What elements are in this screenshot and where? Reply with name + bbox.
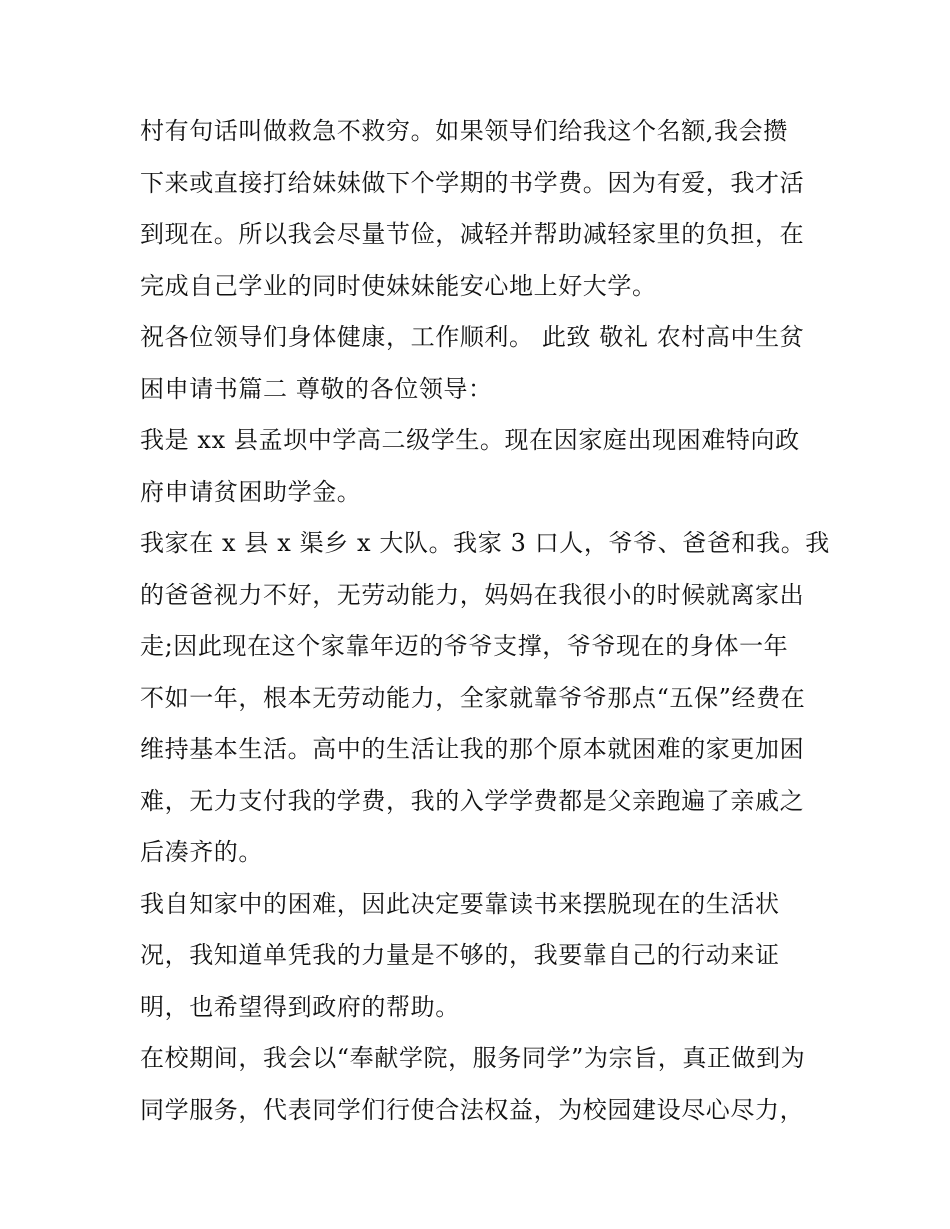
text-line: 困申请书篇二 尊敬的各位领导： (140, 374, 493, 403)
text-line: 下来或直接打给妹妹做下个学期的书学费。因为有爱，我才活 (140, 168, 805, 197)
text-line: 不如一年，根本无劳动能力，全家就靠爷爷那点“五保”经费在 (140, 683, 806, 712)
text-line: 走;因此现在这个家靠年迈的爷爷支撑，爷爷现在的身体一年 (140, 632, 789, 660)
body-text (140, 106, 830, 1136)
text-line: 府申请贫困助学金。 (140, 477, 362, 506)
text-line: 的爸爸视力不好，无劳动能力，妈妈在我很小的时候就离家出 (140, 580, 805, 609)
text-line: 我家在 x 县 x 渠乡 x 大队。我家 3 口人，爷爷、爸爸和我。我 (140, 529, 830, 557)
text-line: 祝各位领导们身体健康，工作顺利。 此致 敬礼 农村高中生贫 (140, 323, 805, 351)
text-line: 况，我知道单凭我的力量是不够的，我要靠自己的行动来证 (140, 941, 780, 969)
text-line: 在校期间，我会以“奉献学院，服务同学”为宗旨，真正做到为 (140, 1044, 806, 1072)
text-line: 村有句话叫做救急不救穷。如果领导们给我这个名额,我会攒 (140, 117, 788, 145)
text-line: 完成自己学业的同时使妹妹能安心地上好大学。 (140, 271, 657, 300)
text-line: 我自知家中的困难，因此决定要靠读书来摆脱现在的生活状 (140, 889, 780, 918)
text-line: 难，无力支付我的学费，我的入学学费都是父亲跑遍了亲戚之 (140, 786, 805, 815)
text-line: 维持基本生活。高中的生活让我的那个原本就困难的家更加困 (140, 735, 805, 763)
text-line: 明，也希望得到政府的帮助。 (140, 992, 460, 1021)
text-line: 我是 xx 县孟坝中学高二级学生。现在因家庭出现困难特向政 (140, 426, 800, 454)
text-line: 后凑齐的。 (140, 838, 263, 866)
text-line: 到现在。所以我会尽量节俭，减轻并帮助减轻家里的负担，在 (140, 220, 805, 248)
text-line: 同学服务，代表同学们行使合法权益，为校园建设尽心尽力， (140, 1095, 805, 1124)
